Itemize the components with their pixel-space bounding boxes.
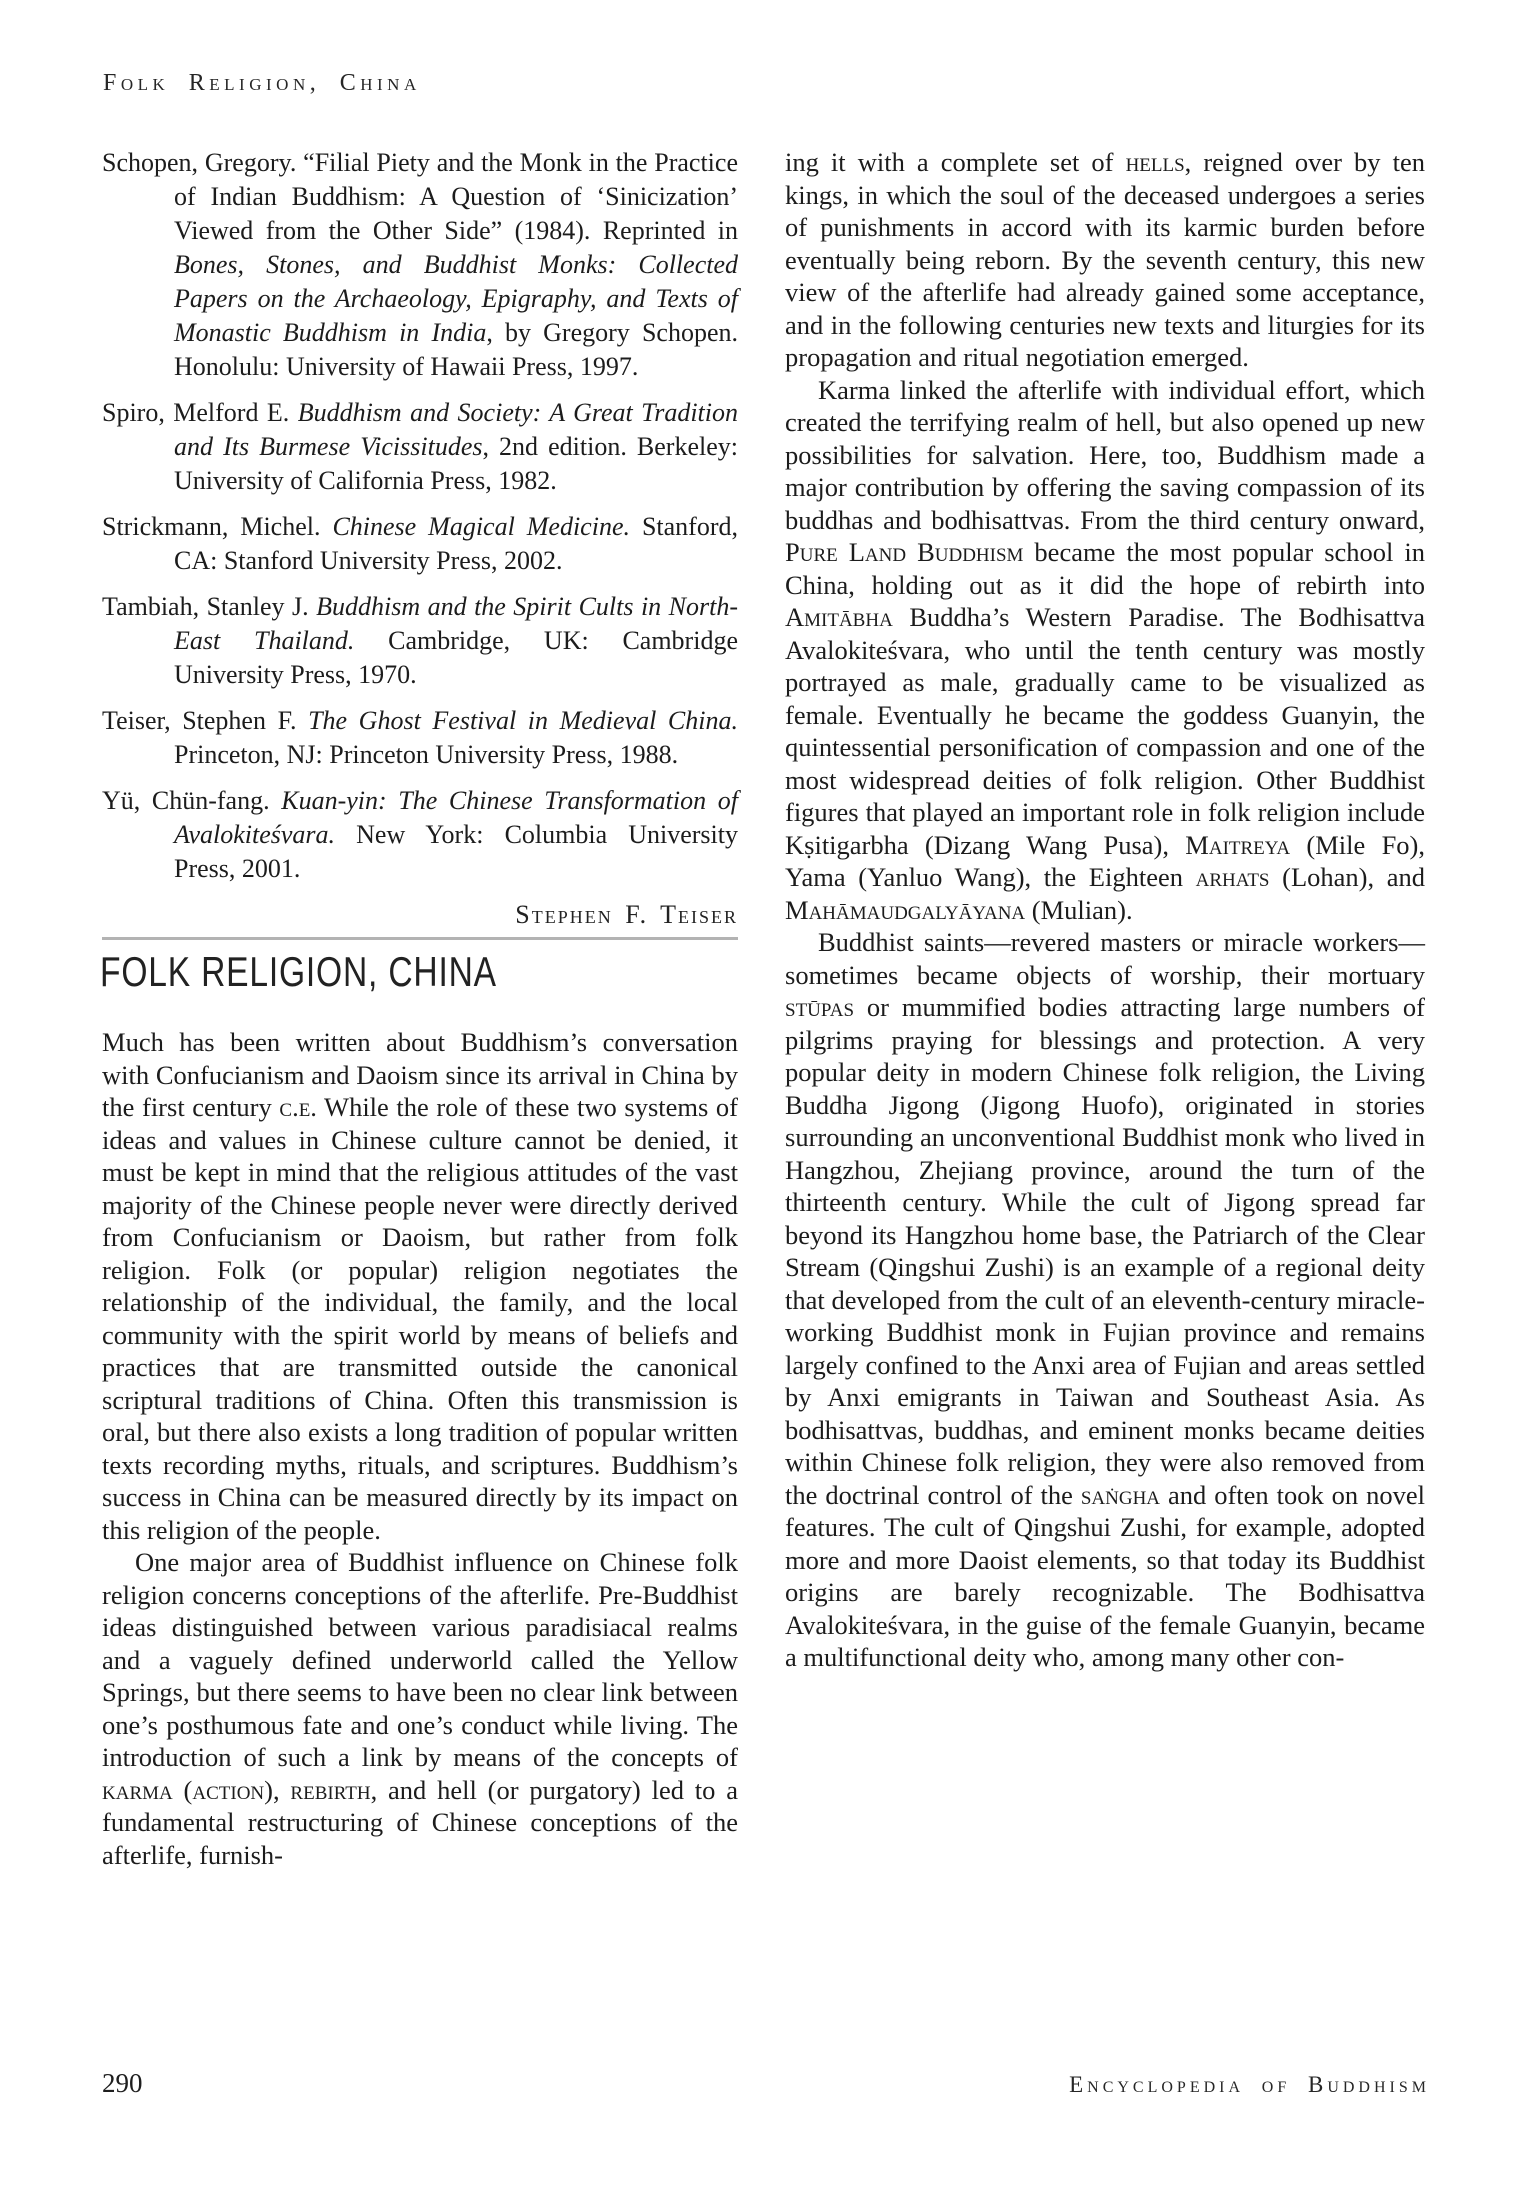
article-body-left (102, 1026, 738, 1871)
bibliography-entry: Strickmann, Michel. Chinese Magical Medicine. Stanford, CA: Stanford University Press, 2002. (102, 512, 738, 575)
bibliography-entry: Teiser, Stephen F. The Ghost Festival in Medieval China. Princeton, NJ: Princeton University Press, 1988. (102, 706, 738, 769)
bibliography-entry: Yü, Chün-fang. Kuan-yin: The Chinese Transformation of Avalokiteśvara. New York: Columbia University Press, 2001. (102, 786, 738, 883)
paragraph: ing it with a complete set of hells, reigned over by ten kings, in which the soul of the deceased undergoes a series of punishments in accord with its karmic burden before eventually being reborn. By the seventh century, this new view of the afterlife had already gained some acceptance, and in the following centuries new texts and liturgies for its propagation and ritual negotiation emerged. (785, 147, 1425, 372)
bibliography-entry: Tambiah, Stanley J. Buddhism and the Spirit Cults in North-East Thailand. Cambridge, UK: Cambridge University Press, 1970. (102, 592, 738, 689)
paragraph: One major area of Buddhist influence on Chinese folk religion concerns conceptions of the afterlife. Pre-Buddhist ideas distinguished between various paradisiacal realms and a vaguely defined underworld called the Yellow Springs, but there seems to have been no clear link between one’s posthumous fate and one’s conduct while living. The introduction of such a link by means of the concepts of karma (action), rebirth, and hell (or purgatory) led to a fundamental restructuring of Chinese conceptions of the afterlife, furnish- (102, 1547, 738, 1870)
article-title: FOLK RELIGION, CHINA (100, 948, 497, 995)
bibliography-entry: Schopen, Gregory. “Filial Piety and the Monk in the Practice of Indian Buddhism: A Question of ‘Sinicization’ Viewed from the Other Side” (1984). Reprinted in Bones, Stones, and Buddhist Monks: Collected Papers on the Archaeology, Epigraphy, and Texts of Monastic Buddhism in India, by Gregory Schopen. Honolulu: University of Hawaii Press, 1997. (102, 148, 738, 381)
paragraph: Much has been written about Buddhism’s conversation with Confucianism and Daoism since its arrival in China by the first century c.e. While the role of these two systems of ideas and values in Chinese culture cannot be denied, it must be kept in mind that the religious attitudes of the vast majority of the Chinese people never were directly derived from Confucianism or Daoism, but rather from folk religion. Folk (or popular) religion negotiates the relationship of the individual, the family, and the local community with the spirit world by means of beliefs and practices that are transmitted outside the canonical scriptural traditions of China. Often this transmission is oral, but there also exists a long tradition of popular written texts recording myths, rituals, and scriptures. Buddhism’s success in China can be measured directly by its impact on this religion of the people. (102, 1027, 738, 1545)
bibliography-entry: Spiro, Melford E. Buddhism and Society: A Great Tradition and Its Burmese Vicissitudes, 2nd edition. Berkeley: University of California Press, 1982. (102, 398, 738, 495)
paragraph: Karma linked the afterlife with individual effort, which created the terrifying realm of hell, but also opened up new possibilities for salvation. Here, too, Buddhism made a major contribution by offering the saving compassion of its buddhas and bodhisattvas. From the third century onward, Pure Land Buddhism became the most popular school in China, holding out as it did the hope of rebirth into Amitābha Buddha’s Western Paradise. The Bodhisattva Avalokiteśvara, who until the tenth century was mostly portrayed as male, gradually came to be visualized as female. Eventually he became the goddess Guanyin, the quintessential personification of compassion and one of the most widespread deities of folk religion. Other Buddhist figures that played an important role in folk religion include Kṣitigarbha (Dizang Wang Pusa), Maitreya (Mile Fo), Yama (Yanluo Wang), the Eighteen arhats (Lohan), and Mahāmaudgalyāyana (Mulian). (785, 374, 1426, 925)
section-divider (102, 937, 738, 940)
paragraph: Buddhist saints—revered masters or miracle workers—sometimes became objects of worship, their mortuary stūpas or mummified bodies attracting large numbers of pilgrims praying for blessings and protection. A very popular deity in modern Chinese folk religion, the Living Buddha Jigong (Jigong Huofo), originated in stories surrounding an unconventional Buddhist monk who lived in Hangzhou, Zhejiang province, around the turn of the thirteenth century. While the cult of Jigong spread far beyond its Hangzhou home base, the Patriarch of the Clear Stream (Qingshui Zushi) is an example of a regional deity that developed from the cult of an eleventh-century miracle-working Buddhist monk in Fujian province and remains largely confined to the Anxi area of Fujian and areas settled by Anxi emigrants in Taiwan and Southeast Asia. As bodhisattvas, buddhas, and eminent monks became deities within Chinese folk religion, they were also removed from the doctrinal control of the saṅgha and often took on novel features. The cult of Qingshui Zushi, for example, adopted more and more Daoist elements, so that today its Buddhist origins are barely recognizable. The Bodhisattva Avalokiteśvara, in the guise of the female Guanyin, became a multifunctional deity who, among many other con- (785, 927, 1425, 1672)
article-body-right (785, 146, 1425, 1674)
footer-book-title: Encyclopedia of Buddhism (1069, 2072, 1430, 2097)
left-column (102, 146, 738, 930)
author-byline: Stephen F. Teiser (515, 900, 738, 929)
page-number: 290 (102, 2068, 143, 2098)
bibliography-list (102, 146, 738, 886)
running-header: Folk Religion, China (103, 70, 421, 96)
